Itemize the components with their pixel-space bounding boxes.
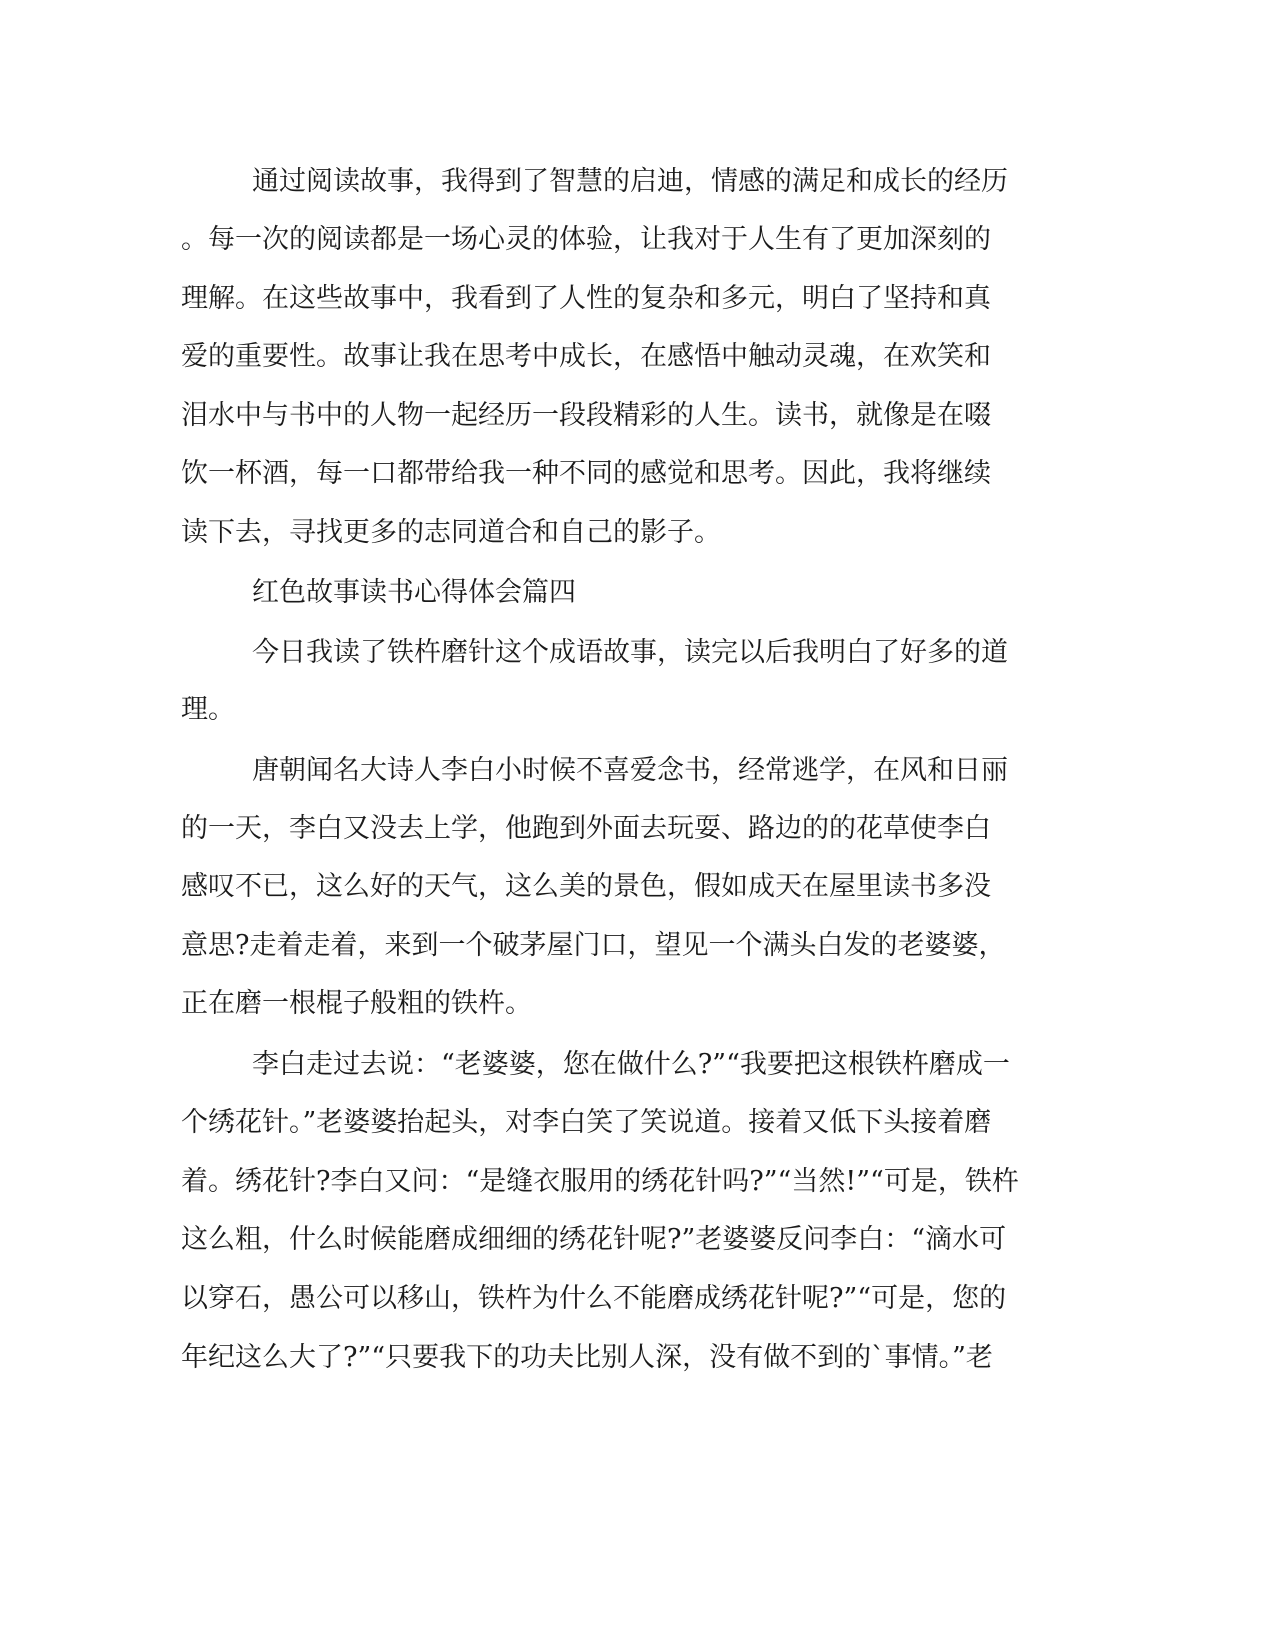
section-heading	[0, 573, 1275, 613]
text-line-content: 理解。在这些故事中，我看到了人性的复杂和多元，明白了坚持和真	[181, 283, 991, 314]
section-heading-text: 红色故事读书心得体会篇四	[252, 577, 576, 608]
text-line	[0, 867, 1275, 907]
text-line	[0, 633, 1275, 673]
text-line	[0, 751, 1275, 791]
text-line	[0, 1103, 1275, 1143]
text-line	[0, 690, 1275, 730]
text-line-content: 年纪这么大了?”“只要我下的功夫比别人深，没有做不到的`事情。”老	[181, 1342, 993, 1373]
text-line	[0, 396, 1275, 436]
text-line	[0, 1220, 1275, 1260]
text-line-content: 个绣花针。”老婆婆抬起头，对李白笑了笑说道。接着又低下头接着磨	[181, 1107, 992, 1138]
text-line-content: 。每一次的阅读都是一场心灵的体验，让我对于人生有了更加深刻的	[181, 224, 991, 255]
text-line-content: 感叹不已，这么好的天气，这么美的景色，假如成天在屋里读书多没	[181, 871, 991, 902]
text-line	[0, 279, 1275, 319]
text-line-content: 以穿石，愚公可以移山，铁杵为什么不能磨成绣花针呢?”“可是，您的	[181, 1283, 1007, 1314]
text-line	[0, 1279, 1275, 1319]
text-line	[0, 162, 1275, 202]
text-line-content: 唐朝闻名大诗人李白小时候不喜爱念书，经常逃学，在风和日丽	[252, 755, 1008, 786]
text-line	[0, 1338, 1275, 1378]
text-line-content: 李白走过去说：“老婆婆，您在做什么?”“我要把这根铁杵磨成一	[252, 1049, 1010, 1080]
text-line-content: 这么粗，什么时候能磨成细细的绣花针呢?”老婆婆反问李白：“滴水可	[181, 1224, 1007, 1255]
text-line	[0, 220, 1275, 260]
text-line	[0, 809, 1275, 849]
text-line	[0, 926, 1275, 966]
text-line-content: 意思?走着走着，来到一个破茅屋门口，望见一个满头白发的老婆婆，	[181, 930, 1006, 961]
text-line	[0, 984, 1275, 1024]
text-line-content: 爱的重要性。故事让我在思考中成长，在感悟中触动灵魂，在欢笑和	[181, 341, 991, 372]
text-line-content: 读下去，寻找更多的志同道合和自己的影子。	[181, 517, 721, 548]
text-line-content: 泪水中与书中的人物一起经历一段段精彩的人生。读书，就像是在啜	[181, 400, 991, 431]
text-line-content: 的一天，李白又没去上学，他跑到外面去玩耍、路边的的花草使李白	[181, 813, 991, 844]
text-line-content: 今日我读了铁杵磨针这个成语故事，读完以后我明白了好多的道	[252, 637, 1008, 668]
text-line-content: 正在磨一根棍子般粗的铁杵。	[181, 988, 532, 1019]
text-line-content: 通过阅读故事，我得到了智慧的启迪，情感的满足和成长的经历	[252, 166, 1008, 197]
text-line	[0, 454, 1275, 494]
text-line-content: 理。	[181, 694, 235, 725]
text-line	[0, 1045, 1275, 1085]
text-line	[0, 1162, 1275, 1202]
text-line	[0, 337, 1275, 377]
text-line-content: 饮一杯酒，每一口都带给我一种不同的感觉和思考。因此，我将继续	[181, 458, 991, 489]
text-line-content: 着。绣花针?李白又问：“是缝衣服用的绣花针吗?”“当然!”“可是，铁杵	[181, 1166, 1019, 1197]
text-line	[0, 513, 1275, 553]
